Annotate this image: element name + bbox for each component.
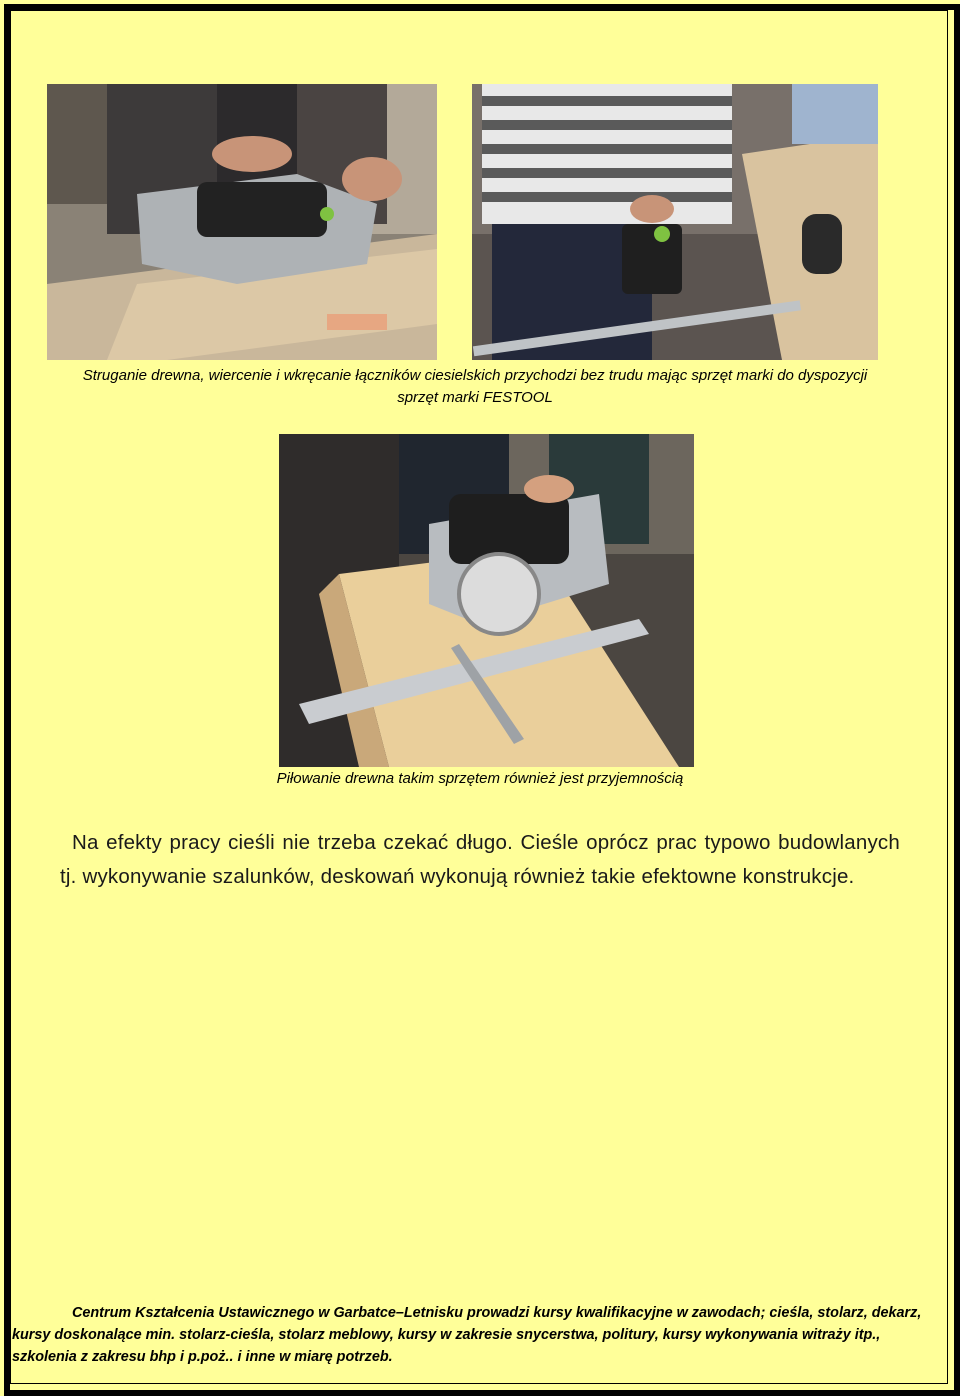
photo-sawing [279, 434, 694, 767]
footer-note: Centrum Kształcenia Ustawicznego w Garbatce–Letnisku prowadzi kursy kwalifikacyjne w zawodach; cieśla, stolarz, dekarz, kursy doskonalące min. stolarz-cieśla, stolarz meblowy, kursy w zakresie snycerstwa, politury, kursy wykonywania witraży itp., szkolenia z zakresu bhp i p.poż.. i inne w miarę potrzeb. [12, 1305, 922, 1365]
photo-drilling [472, 84, 878, 360]
caption-sawing: Piłowanie drewna takim sprzętem również jest przyjemnością [276, 770, 684, 787]
body-paragraph: Na efekty pracy cieśli nie trzeba czekać długo. Cieśle oprócz prac typowo budowlanych tj. wykonywanie szalunków, deskowań wykonują również takie efektowne konstrukcje. [60, 831, 900, 888]
caption-planing-drilling: Struganie drewna, wiercenie i wkręcanie łączników ciesielskich przychodzi bez trudu mając sprzęt marki do dyspozycji sprzęt marki FESTOOL [82, 367, 868, 406]
photo-planing [47, 84, 437, 360]
drill-image [472, 84, 878, 360]
saw-image [279, 434, 694, 767]
planer-image [47, 84, 437, 360]
